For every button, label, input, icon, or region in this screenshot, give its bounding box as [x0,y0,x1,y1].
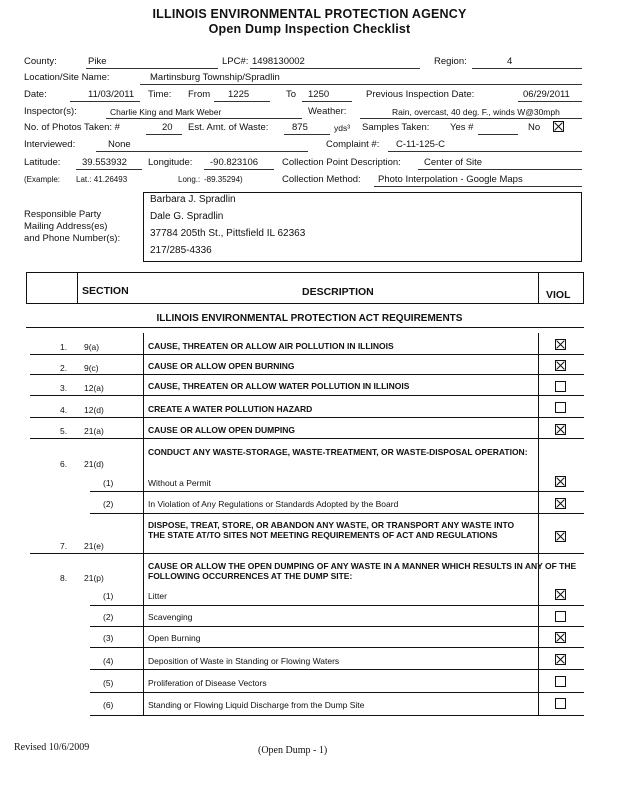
location-label: Location/Site Name: [24,72,110,83]
row-8-3-description: Open Burning [148,633,201,643]
form-agency-title: ILLINOIS ENVIRONMENTAL PROTECTION AGENCY [152,7,467,21]
location-underline [140,84,582,85]
row-6-2-description: In Violation of Any Regulations or Standards Adopted by the Board [148,499,399,509]
interviewed-label: Interviewed: [24,139,76,150]
region-value: 4 [507,56,513,67]
row-6-description: CONDUCT ANY WASTE-STORAGE, WASTE-TREATMENT, OR WASTE-DISPOSAL OPERATION: [148,447,528,457]
waste-value: 875 [292,122,308,133]
time-from-label: From [188,89,211,100]
row-6-section: 21(d) [84,459,104,469]
samples-yes-label: Yes # [450,122,474,133]
row-6-2-section: (2) [103,499,114,509]
example-label: (Example: [24,175,61,184]
row-8-section: 21(p) [84,573,104,583]
collection-method-label: Collection Method: [282,174,361,185]
row-6-2-viol-checkbox[interactable] [555,498,566,509]
samples-label: Samples Taken: [362,122,430,133]
row-2-viol-checkbox[interactable] [555,360,566,371]
row-5-number: 5. [60,426,68,436]
row-8-description: CAUSE OR ALLOW THE OPEN DUMPING OF ANY WASTE IN A MANNER WHICH RESULTS IN ANY OF THE FOLLOWING OCCURRENCES AT THE DUMP SITE: [148,561,577,581]
row-1-viol-checkbox[interactable] [555,339,566,350]
interviewed-value: None [108,139,131,150]
date-underline [70,101,140,102]
responsible-party-line-4: 217/285-4336 [150,245,212,256]
lpc-underline [250,68,420,69]
samples-no-label: No [528,122,541,133]
column-header-description: DESCRIPTION [302,286,374,298]
time-from-value: 1225 [228,89,250,100]
longitude-value: -90.823106 [210,157,259,168]
row-8-2-section: (2) [103,612,114,622]
weather-label: Weather: [308,106,347,117]
time-to-underline [302,101,352,102]
county-label: County: [24,56,57,67]
row-8-2-viol-checkbox[interactable] [555,611,566,622]
inspectors-value: Charlie King and Mark Weber [110,107,222,117]
waste-label: Est. Amt. of Waste: [188,122,269,133]
latitude-underline [76,169,142,170]
row-4-viol-checkbox[interactable] [555,402,566,413]
row-8-number: 8. [60,573,68,583]
example-longitude-label: Long.: [178,175,201,184]
row-4-section: 12(d) [84,405,104,415]
photos-underline [146,134,182,135]
column-header-section: SECTION [82,285,129,297]
row-3-section: 12(a) [84,383,104,393]
row-5-viol-checkbox[interactable] [555,424,566,435]
row-8-2-description: Scavenging [148,612,193,622]
collection-point-value: Center of Site [424,157,483,168]
responsible-party-line-2: Dale G. Spradlin [150,211,224,222]
row-8-5-viol-checkbox[interactable] [555,676,566,687]
row-8-4-viol-checkbox[interactable] [555,654,566,665]
row-8-4-description: Deposition of Waste in Standing or Flowing Waters [148,656,340,666]
act-requirements-title: ILLINOIS ENVIRONMENTAL PROTECTION ACT REQUIREMENTS [156,313,463,324]
row-7-description: DISPOSE, TREAT, STORE, OR ABANDON ANY WASTE, OR TRANSPORT ANY WASTE INTO THE STATE AT/TO SITES NOT MEETING REQUIREMENTS OF ACT AND REGULATIONS [148,520,515,540]
row-1-section: 9(a) [84,342,100,352]
time-from-underline [214,101,270,102]
row-6-1-viol-checkbox[interactable] [555,476,566,487]
inspectors-underline [106,118,302,119]
row-6-number: 6. [60,459,68,469]
row-8-1-viol-checkbox[interactable] [555,589,566,600]
row-5-section: 21(a) [84,426,104,436]
waste-unit: yds³ [334,123,351,133]
collection-point-underline [418,169,582,170]
collection-method-value: Photo Interpolation - Google Maps [378,174,523,185]
weather-value: Rain, overcast, 40 deg. F., winds W@30mph [392,107,560,117]
revision-date: Revised 10/6/2009 [14,742,90,753]
row-2-number: 2. [60,363,68,373]
previous-inspection-underline [518,101,582,102]
row-8-1-section: (1) [103,591,114,601]
row-2-section: 9(c) [84,363,99,373]
column-header-viol: VIOL [546,289,571,301]
lpc-label: LPC#: [222,56,249,67]
location-value: Martinsburg Township/Spradlin [150,72,280,83]
row-4-description: CREATE A WATER POLLUTION HAZARD [148,404,313,414]
samples-yes-underline [478,134,518,135]
inspectors-label: Inspector(s): [24,106,77,117]
complaint-value: C-11-125-C [396,139,445,150]
date-label: Date: [24,89,47,100]
date-value: 11/03/2011 [88,89,135,100]
row-6-1-description: Without a Permit [148,478,211,488]
waste-underline [284,134,330,135]
row-7-viol-checkbox[interactable] [555,531,566,542]
time-label: Time: [148,89,172,100]
row-6-1-section: (1) [103,478,114,488]
row-8-5-description: Proliferation of Disease Vectors [148,678,267,688]
row-7-number: 7. [60,541,68,551]
photos-label: No. of Photos Taken: # [24,122,120,133]
latitude-label: Latitude: [24,157,61,168]
row-8-3-viol-checkbox[interactable] [555,632,566,643]
photos-value: 20 [162,122,173,133]
complaint-underline [388,151,582,152]
row-1-number: 1. [60,342,68,352]
time-to-label: To [286,89,297,100]
page-label: (Open Dump - 1) [258,745,328,756]
collection-point-label: Collection Point Description: [282,157,401,168]
latitude-value: 39.553932 [82,157,127,168]
previous-inspection-label: Previous Inspection Date: [366,89,475,100]
phone-number-label: and Phone Number(s): [24,233,121,244]
row-7-section: 21(e) [84,541,104,551]
samples-no-checkbox[interactable] [553,121,564,132]
row-8-3-section: (3) [103,633,114,643]
example-latitude: Lat.: 41.26493 [76,175,128,184]
row-8-1-description: Litter [148,591,167,601]
row-8-6-viol-checkbox[interactable] [555,698,566,709]
previous-inspection-value: 06/29/2011 [523,89,570,100]
time-to-value: 1250 [308,89,330,100]
row-8-4-section: (4) [103,656,114,666]
complaint-label: Complaint #: [326,139,380,150]
lpc-value: 1498130002 [252,56,305,67]
row-2-description: CAUSE OR ALLOW OPEN BURNING [148,361,295,371]
county-value: Pike [88,56,107,67]
row-4-number: 4. [60,405,68,415]
row-3-viol-checkbox[interactable] [555,381,566,392]
longitude-underline [204,169,274,170]
collection-method-underline [374,186,582,187]
region-underline [472,68,582,69]
interviewed-underline [96,151,308,152]
responsible-party-line-1: Barbara J. Spradlin [150,194,236,205]
mailing-address-label: Mailing Address(es) [24,221,108,232]
weather-underline [360,118,582,119]
row-8-6-section: (6) [103,700,114,710]
responsible-party-line-3: 37784 205th St., Pittsfield IL 62363 [150,228,306,239]
row-8-5-section: (5) [103,678,114,688]
responsible-party-label: Responsible Party [24,209,102,220]
example-longitude: -89.35294) [204,175,243,184]
row-1-description: CAUSE, THREATEN OR ALLOW AIR POLLUTION IN ILLINOIS [148,341,394,351]
row-5-description: CAUSE OR ALLOW OPEN DUMPING [148,425,296,435]
form-title: Open Dump Inspection Checklist [208,22,411,36]
region-label: Region: [434,56,467,67]
longitude-label: Longitude: [148,157,193,168]
row-8-6-description: Standing or Flowing Liquid Discharge from the Dump Site [148,700,365,710]
row-3-description: CAUSE, THREATEN OR ALLOW WATER POLLUTION IN ILLINOIS [148,381,410,391]
county-underline [86,68,218,69]
row-3-number: 3. [60,383,68,393]
